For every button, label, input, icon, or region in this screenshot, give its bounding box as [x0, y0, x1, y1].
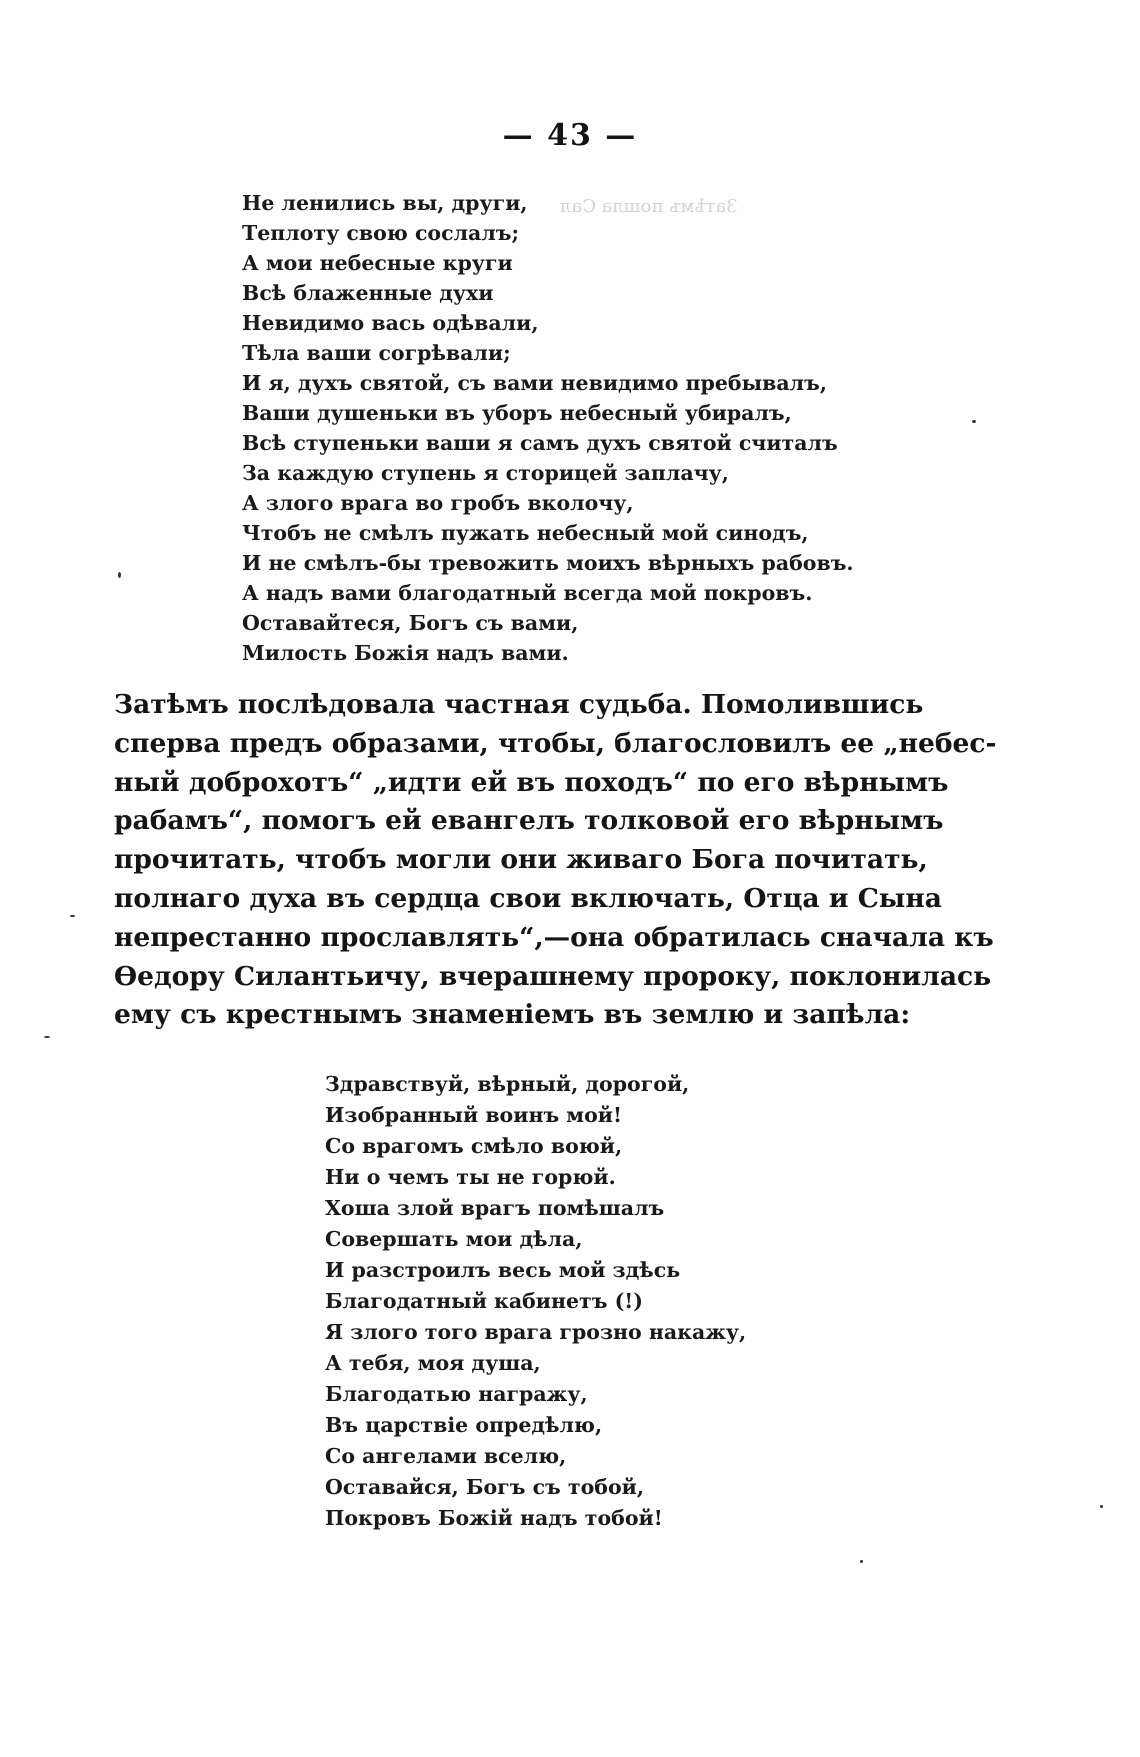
verse-line: Ни о чемъ ты не горюй. — [325, 1165, 616, 1189]
verse-block-2 — [325, 1069, 746, 1534]
prose-paragraph — [114, 686, 997, 1035]
prose-line: рабамъ“, помогъ ей евангелъ толковой его вѣрнымъ — [114, 805, 944, 837]
verse-line: Всѣ ступеньки ваши я самъ духъ святой считалъ — [242, 431, 838, 455]
verse-line: Благодатный кабинетъ (!) — [325, 1289, 644, 1313]
verse-line: Чтобъ не смѣлъ пужать небесный мой синодъ, — [242, 521, 809, 545]
bleed-through-text: Затѣмъ пошла Сал — [560, 196, 738, 217]
prose-line: непрестанно прославлять“,—она обратилась сначала къ — [114, 921, 994, 953]
verse-line: Изобранный воинъ мой! — [325, 1103, 622, 1127]
verse-line: А тебя, моя душа, — [325, 1351, 541, 1375]
verse-line: А злого врага во гробъ вколочу, — [242, 491, 634, 515]
verse-line: Ваши душеньки въ уборъ небесный убиралъ, — [242, 401, 792, 425]
scan-speck — [972, 420, 976, 423]
verse-line: Хоша злой врагъ помѣшалъ — [325, 1196, 665, 1220]
verse-line: Невидимо вась одѣвали, — [242, 311, 539, 335]
scan-speck — [44, 1036, 50, 1038]
verse-line: Всѣ блаженные духи — [242, 281, 494, 305]
verse-line: Въ царствіе опредѣлю, — [325, 1413, 603, 1437]
verse-line: Тѣла ваши согрѣвали; — [242, 341, 511, 365]
verse-line: Здравствуй, вѣрный, дорогой, — [325, 1072, 690, 1096]
page-number: — 43 — — [502, 118, 638, 153]
verse-line: За каждую ступень я сторицей заплачу, — [242, 461, 729, 485]
scan-speck — [860, 1560, 863, 1563]
verse-line: И разстроилъ весь мой здѣсь — [325, 1258, 681, 1282]
verse-line: И я, духъ святой, съ вами невидимо пребывалъ, — [242, 371, 827, 395]
prose-line: Ѳедору Силантьичу, вчерашнему пророку, поклонилась — [114, 960, 992, 992]
verse-line: Со ангелами вселю, — [325, 1444, 567, 1468]
scan-speck — [118, 572, 121, 578]
verse-line: Не ленились вы, други, — [242, 191, 528, 215]
verse-line: Совершать мои дѣла, — [325, 1227, 583, 1251]
scan-speck — [70, 915, 75, 917]
verse-block-1 — [242, 188, 854, 668]
verse-line: Теплоту свою сослалъ; — [242, 221, 520, 245]
prose-line: сперва предъ образами, чтобы, благословилъ ее „небес- — [114, 727, 997, 759]
prose-line: Затѣмъ послѣдовала частная судьба. Помолившись — [114, 689, 924, 720]
verse-line: Оставайся, Богъ съ тобой, — [325, 1475, 644, 1499]
prose-line: ный доброхотъ“ „идти ей въ походъ“ по его вѣрнымъ — [114, 766, 949, 798]
verse-line: А мои небесные круги — [242, 251, 513, 275]
verse-line: Оставайтеся, Богъ съ вами, — [242, 611, 579, 635]
verse-line: А надъ вами благодатный всегда мой покровъ. — [242, 581, 813, 605]
scan-speck — [1100, 1505, 1103, 1508]
verse-line: Со врагомъ смѣло воюй, — [325, 1134, 623, 1158]
verse-line: Покровъ Божій надъ тобой! — [325, 1506, 663, 1530]
verse-line: Благодатью награжу, — [325, 1382, 588, 1406]
verse-line: Я злого того врага грозно накажу, — [325, 1320, 747, 1344]
verse-line: Милость Божія надъ вами. — [242, 641, 569, 665]
prose-line: ему съ крестнымъ знаменіемъ въ землю и запѣла: — [114, 999, 911, 1031]
prose-line: полнаго духа въ сердца свои включать, Отца и Сына — [114, 882, 942, 914]
verse-line: И не смѣлъ-бы тревожить моихъ вѣрныхъ рабовъ. — [242, 551, 854, 575]
prose-line: прочитать, чтобъ могли они живаго Бога почитать, — [114, 844, 928, 876]
